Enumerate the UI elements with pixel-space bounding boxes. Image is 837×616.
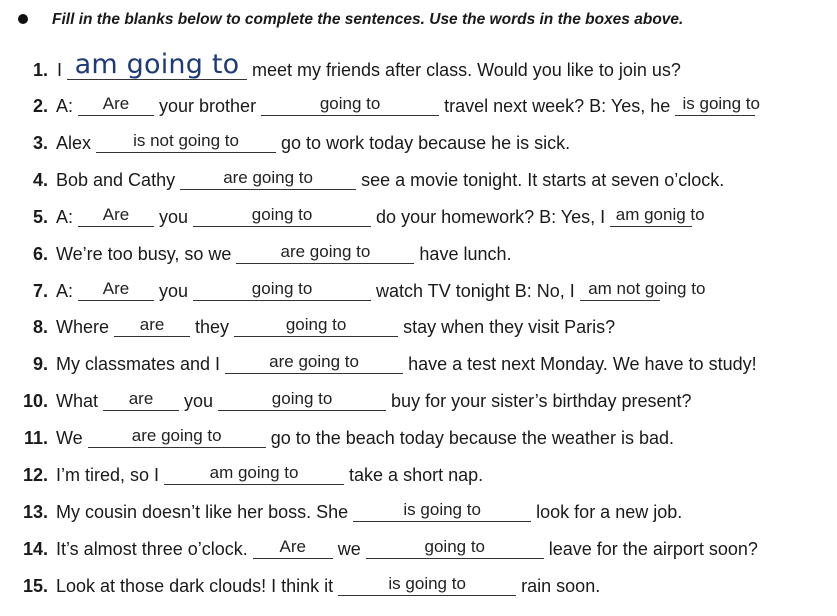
answer-text: going to xyxy=(424,537,486,556)
sentence-text: What xyxy=(56,391,104,411)
item-number: 10. xyxy=(22,391,48,411)
answer-blank[interactable] xyxy=(164,462,344,485)
sentence-row xyxy=(0,165,837,195)
sentence-row xyxy=(0,386,837,416)
handwritten-answer: am going to xyxy=(74,49,240,80)
answer-text: are going to xyxy=(131,426,222,445)
answer-text: are xyxy=(128,389,154,408)
sentence-text: buy for your sister’s birthday present? xyxy=(386,391,692,411)
answer-text: Are xyxy=(102,279,130,298)
sentence-text: A: xyxy=(56,207,79,227)
item-number: 5. xyxy=(32,207,48,227)
answer-blank[interactable] xyxy=(103,388,179,411)
item-number: 8. xyxy=(32,317,48,337)
sentence-row xyxy=(0,239,837,269)
answer-text: am gonig to xyxy=(615,205,705,224)
sentence-text: We xyxy=(56,428,88,448)
sentence-text: you xyxy=(179,391,219,411)
answer-text: am going to xyxy=(209,463,299,482)
sentence-text: leave for the airport soon? xyxy=(543,539,758,559)
answer-text: Are xyxy=(279,537,306,556)
sentence-text: take a short nap. xyxy=(344,465,484,485)
sentence-text: I xyxy=(57,60,68,80)
answer-text: going to xyxy=(319,94,381,113)
answer-blank[interactable] xyxy=(610,204,705,227)
answer-text: is going to xyxy=(388,574,466,593)
answer-blank[interactable] xyxy=(338,573,516,596)
sentence-text: We’re too busy, so we xyxy=(56,244,237,264)
sentence-text: do your homework? B: Yes, I xyxy=(371,207,611,227)
sentence-text: go to work today because he is sick. xyxy=(276,133,571,153)
answer-text: going to xyxy=(251,279,313,298)
answer-blank[interactable] xyxy=(78,278,154,301)
answer-blank[interactable] xyxy=(88,425,266,448)
sentence-text: have a test next Monday. We have to study! xyxy=(403,354,757,374)
answer-blank[interactable] xyxy=(193,204,371,227)
answer-text: is not going to xyxy=(133,131,239,150)
answer-blank[interactable] xyxy=(236,241,414,264)
sentence-text: watch TV tonight B: No, I xyxy=(371,281,580,301)
sentence-row xyxy=(0,534,837,564)
sentence-row xyxy=(0,497,837,527)
bullet-icon xyxy=(18,14,28,24)
answer-text: are going to xyxy=(269,352,359,371)
instruction-text: Fill in the blanks below to complete the sentences. Use the words in the boxes above. xyxy=(52,11,684,28)
answer-blank[interactable] xyxy=(218,388,386,411)
item-number: 6. xyxy=(32,244,48,264)
answer-blank[interactable] xyxy=(96,130,276,153)
answer-blank[interactable] xyxy=(78,93,154,116)
sentence-text: you xyxy=(154,207,194,227)
item-number: 14. xyxy=(22,539,48,559)
sentence-text: go to the beach today because the weather is bad. xyxy=(265,428,674,448)
sentence-row xyxy=(0,91,837,121)
item-number: 11. xyxy=(23,428,48,448)
answer-text: are xyxy=(139,315,165,334)
answer-text: Are xyxy=(102,94,130,113)
answer-blank[interactable] xyxy=(353,499,531,522)
sentence-text: rain soon. xyxy=(516,576,601,596)
answer-blank[interactable] xyxy=(261,93,439,116)
answer-blank[interactable] xyxy=(366,536,544,559)
answer-text: going to xyxy=(251,205,313,224)
answer-text: are going to xyxy=(280,242,371,261)
sentence-text: A: xyxy=(56,96,79,116)
answer-text: Are xyxy=(102,205,130,224)
sentence-text: Where xyxy=(56,317,115,337)
sentence-row xyxy=(0,423,837,453)
sentence-row xyxy=(0,312,837,342)
sentence-text: Look at those dark clouds! I think it xyxy=(56,576,339,596)
sentence-text: My cousin doesn’t like her boss. She xyxy=(56,502,354,522)
sentence-text: It’s almost three o’clock. xyxy=(56,539,253,559)
item-number: 15. xyxy=(22,576,48,596)
sentence-text: A: xyxy=(56,281,79,301)
sentence-text: Alex xyxy=(56,133,97,153)
sentence-row xyxy=(0,349,837,379)
sentence-text: you xyxy=(154,281,194,301)
answer-blank[interactable] xyxy=(580,278,706,301)
item-number: 9. xyxy=(32,354,48,374)
sentence-row xyxy=(0,460,837,490)
answer-blank[interactable] xyxy=(114,314,190,337)
sentence-text: meet my friends after class. Would you like to join us? xyxy=(247,60,681,80)
sentence-text: Bob and Cathy xyxy=(56,170,181,190)
sentence-text: have lunch. xyxy=(414,244,512,264)
sentence-text: travel next week? B: Yes, he xyxy=(439,96,676,116)
answer-blank[interactable] xyxy=(180,167,356,190)
item-number: 7. xyxy=(32,281,48,301)
sentence-text: see a movie tonight. It starts at seven o’clock. xyxy=(356,170,725,190)
answer-blank[interactable] xyxy=(193,278,371,301)
sentence-row xyxy=(0,128,837,158)
item-number: 4. xyxy=(32,170,48,190)
sentence-text: your brother xyxy=(154,96,262,116)
sentence-row xyxy=(0,49,837,85)
item-number: 3. xyxy=(32,133,48,153)
sentence-text: I’m tired, so I xyxy=(56,465,165,485)
sentence-row xyxy=(0,276,837,306)
answer-text: am not going to xyxy=(588,279,706,298)
answer-text: going to xyxy=(285,315,347,334)
answer-blank[interactable] xyxy=(675,93,760,116)
answer-blank[interactable] xyxy=(253,536,333,559)
answer-blank[interactable] xyxy=(67,49,247,80)
sentence-text: we xyxy=(332,539,366,559)
answer-text: is going to xyxy=(682,94,760,113)
answer-text: going to xyxy=(271,389,333,408)
item-number: 12. xyxy=(22,465,48,485)
sentence-text: look for a new job. xyxy=(531,502,683,522)
sentence-row xyxy=(0,202,837,232)
instruction-line xyxy=(18,8,833,32)
answer-blank[interactable] xyxy=(225,351,403,374)
answer-text: is going to xyxy=(403,500,481,519)
item-number: 2. xyxy=(32,96,48,116)
answer-blank[interactable] xyxy=(78,204,154,227)
sentence-text: stay when they visit Paris? xyxy=(398,317,616,337)
answer-blank[interactable] xyxy=(234,314,398,337)
answer-text: are going to xyxy=(223,168,313,187)
item-number: 1. xyxy=(32,60,48,80)
sentence-text: they xyxy=(190,317,235,337)
sentence-text: My classmates and I xyxy=(56,354,226,374)
sentence-row xyxy=(0,571,837,601)
item-number: 13. xyxy=(22,502,48,522)
